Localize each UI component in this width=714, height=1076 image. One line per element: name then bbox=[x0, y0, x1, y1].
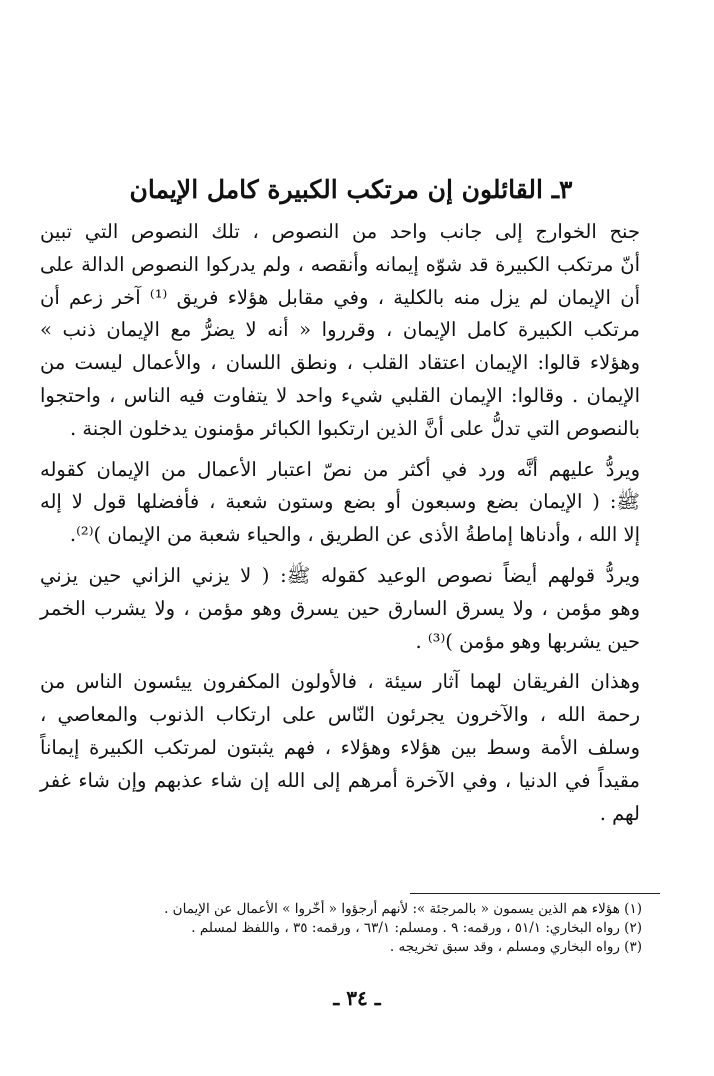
text-line: مرتكب الكبيرة كامل الإيمان ، وقرروا « أنه لا يضرُّ مع الإيمان ذنب » bbox=[40, 318, 640, 342]
text-line: ويردُّ قولهم أيضاً نصوص الوعيد كقوله ﷺ: ( لا يزني الزاني حين يزني bbox=[40, 563, 640, 587]
text-line: رحمة الله ، والآخرون يجرئون النّاس على ارتكاب الذنوب والمعاصي ، bbox=[40, 703, 640, 727]
text-line: إلا الله ، وأدناها إماطةُ الأذى عن الطريق ، والحياء شعبة من الإيمان )⁽²⁾. bbox=[69, 523, 640, 547]
text-line: لهم . bbox=[599, 801, 640, 825]
text-line: وهو مؤمن ، ولا يسرق السارق حين يسرق وهو مؤمن ، ولا يشرب الخمر bbox=[40, 596, 640, 620]
paragraph bbox=[40, 216, 662, 446]
text-line: مقيداً في الدنيا ، وفي الآخرة أمرهم إلى الله إن شاء عذبهم وإن شاء غفر bbox=[40, 768, 640, 792]
main-text bbox=[40, 170, 662, 838]
footnote: (٣) رواه البخاري ومسلم ، وقد سبق تخريجه . bbox=[389, 939, 642, 955]
page-number: ـ ٣٤ ـ bbox=[333, 986, 381, 1010]
text-line: أن الإيمان لم يزل منه بالكلية ، وفي مقابل هؤلاء فريق ⁽¹⁾ آخر زعم أن bbox=[40, 285, 640, 309]
text-line: الإيمان . وقالوا: الإيمان القلبي شيء واحد لا يتفاوت فيه الناس ، واحتجوا bbox=[40, 383, 640, 407]
footnote-divider bbox=[410, 893, 660, 894]
text-line: ويردُّ عليهم أنَّه ورد في أكثر من نصّ اعتبار الأعمال من الإيمان كقوله bbox=[40, 457, 640, 481]
footnotes bbox=[60, 900, 642, 957]
text-line: وهذان الفريقان لهما آثار سيئة ، فالأولون المكفرون ييئسون الناس من bbox=[40, 670, 640, 694]
paragraph bbox=[40, 454, 662, 552]
footnote: (١) هؤلاء هم الذين يسمون « بالمرجئة »: لأنهم أرجؤوا « أخّروا » الأعمال عن الإيمان . bbox=[164, 901, 642, 917]
text-line: جنح الخوارج إلى جانب واحد من النصوص ، تلك النصوص التي تبين bbox=[40, 220, 640, 243]
text-line: بالنصوص التي تدلُّ على أنَّ الذين ارتكبوا الكبائر مؤمنون يدخلون الجنة . bbox=[69, 416, 640, 440]
paragraph bbox=[40, 666, 662, 830]
text-line: وهؤلاء قالوا: الإيمان اعتقاد القلب ، ونطق اللسان ، والأعمال ليست من bbox=[40, 351, 640, 375]
text-line: أنّ مرتكب الكبيرة قد شوّه إيمانه وأنقصه ، ولم يدركوا النصوص الدالة على bbox=[40, 252, 640, 276]
section-heading: ٣ـ القائلون إن مرتكب الكبيرة كامل الإيمان bbox=[129, 175, 573, 204]
footnote: (٢) رواه البخاري: ٥١/١ ، ورقمه: ٩ . ومسلم: ٦٣/١ ، ورقمه: ٣٥ ، واللفظ لمسلم . bbox=[191, 920, 642, 936]
text-line: حين يشربها وهو مؤمن )⁽³⁾ . bbox=[415, 629, 640, 653]
text-line: ﷺ: ( الإيمان بضع وسبعون أو بضع وستون شعبة ، فأفضلها قول لا إله bbox=[40, 490, 640, 514]
paragraph bbox=[40, 560, 662, 658]
text-line: وسلف الأمة وسط بين هؤلاء وهؤلاء ، فهم يثبتون لمرتكب الكبيرة إيماناً bbox=[40, 735, 640, 759]
